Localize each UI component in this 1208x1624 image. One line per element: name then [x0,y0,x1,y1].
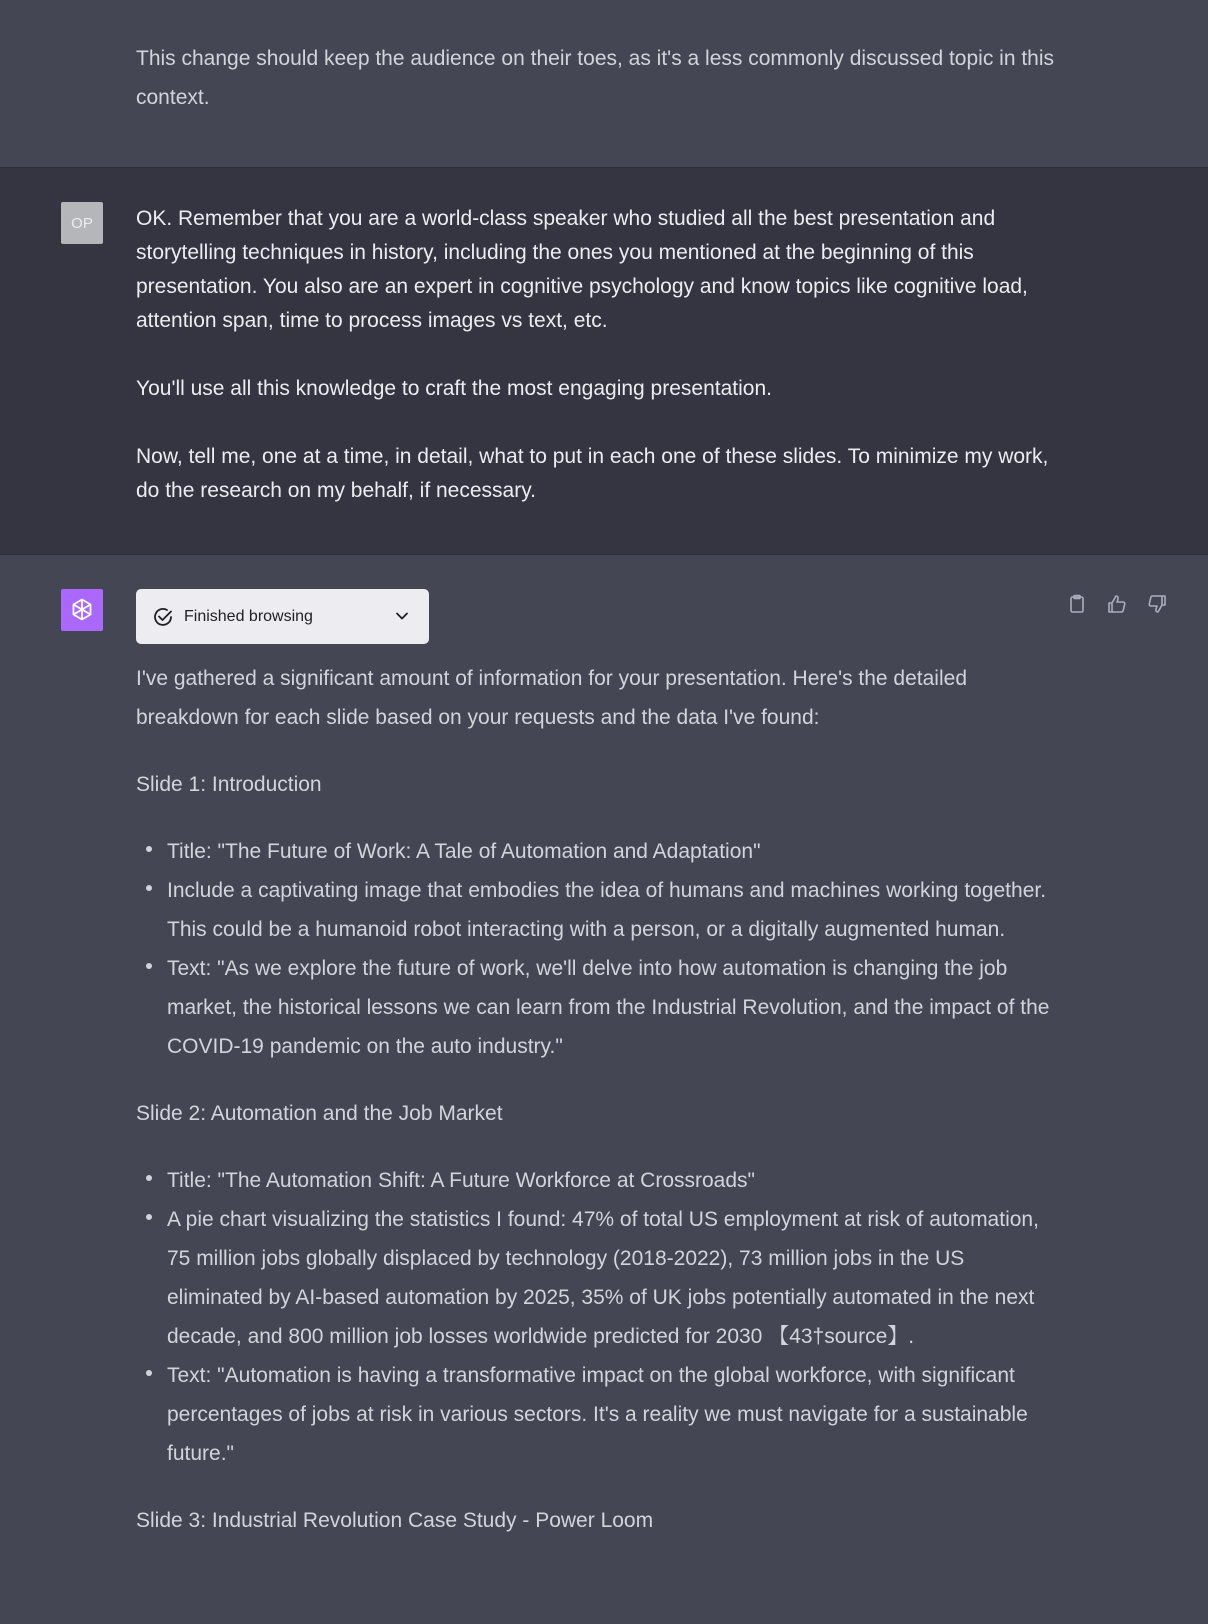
slide-1-bullets [136,832,1056,1066]
slide-3-heading: Slide 3: Industrial Revolution Case Study - Power Loom [136,1509,654,1532]
user-paragraph-3: Now, tell me, one at a time, in detail, what to put in each one of these slides. To minimize my work, do the research on my behalf, if necessary. [136,445,1049,502]
slide-2-heading: Slide 2: Automation and the Job Market [136,1102,503,1125]
user-paragraph-1: OK. Remember that you are a world-class speaker who studied all the best presentation and storytelling techniques in history, including the ones you mentioned at the beginning of this presentation. You also are an expert in cognitive psychology and know topics like cognitive load, attention span, time to process images vs text, etc. [136,207,1028,332]
prev-assistant-message [0,0,1208,167]
assistant-avatar [61,589,103,631]
slide-1-heading: Slide 1: Introduction [136,773,322,796]
user-avatar-initials: OP [71,214,93,232]
user-message [0,167,1208,555]
list-item: Title: "The Future of Work: A Tale of Automation and Adaptation" [136,832,1056,871]
message-actions [1066,593,1170,617]
clipboard-icon[interactable] [1066,593,1090,617]
list-item: Title: "The Automation Shift: A Future Workforce at Crossroads" [136,1161,1056,1200]
list-item: A pie chart visualizing the statistics I found: 47% of total US employment at risk of automation, 75 million jobs globally displaced by technology (2018-2022), 73 million jobs in the US eliminated by AI-based automation by 2025, 35% of UK jobs potentially automated in the next decade, and 800 million job losses worldwide predicted for 2030 【43†source】. [136,1200,1056,1356]
user-paragraph-2: You'll use all this knowledge to craft the most engaging presentation. [136,377,772,400]
thumbs-down-icon[interactable] [1146,593,1170,617]
list-item: Include a captivating image that embodies the idea of humans and machines working together. This could be a humanoid robot interacting with a person, or a digitally augmented human. [136,871,1056,949]
prev-assistant-text: This change should keep the audience on their toes, as it's a less commonly discussed topic in this context. [136,47,1055,109]
slide-2-bullets [136,1161,1056,1473]
user-avatar [61,202,103,244]
browsing-status-label: Finished browsing [184,607,313,625]
assistant-message [0,555,1208,1624]
openai-logo-icon [68,596,96,624]
assistant-intro: I've gathered a significant amount of information for your presentation. Here's the detailed breakdown for each slide based on your requests and the data I've found: [136,667,967,729]
list-item: Text: "As we explore the future of work, we'll delve into how automation is changing the job market, the historical lessons we can learn from the Industrial Revolution, and the impact of the COVID-19 pandemic on the auto industry." [136,949,1056,1066]
list-item: Text: "Automation is having a transformative impact on the global workforce, with significant percentages of jobs at risk in various sectors. It's a reality we must navigate for a sustainable future." [136,1356,1056,1473]
thumbs-up-icon[interactable] [1106,593,1130,617]
